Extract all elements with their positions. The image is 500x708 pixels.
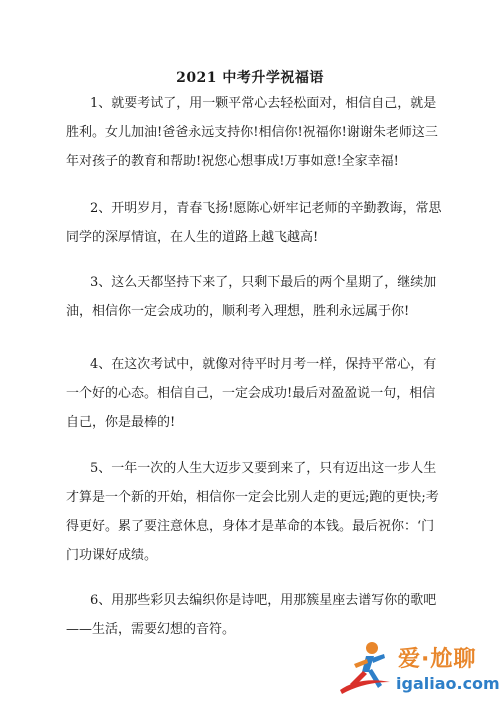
paragraph-6: 6、用那些彩贝去编织你是诗吧，用那簇星座去谱写你的歌吧——生活，需要幻想的音符。: [66, 593, 437, 637]
paragraph-4: 4、在这次考试中，就像对待平时月考一样，保持平常心，有一个好的心态。相信自己，一定会成功!最后对盈盈说一句，相信自己，你是最棒的!: [66, 357, 437, 430]
document-title: 2021 中考升学祝福语: [176, 70, 324, 86]
paragraph-1: 1、就要考试了，用一颗平常心去轻松面对，相信自己，就是胜利。女儿加油!爸爸永远支持你!相信你!祝福你!谢谢朱老师这三年对孩子的教育和帮助!祝您心想事成!万事如意!全家幸福!: [66, 96, 438, 169]
paragraph-3: 3、这么天都坚持下来了，只剩下最后的两个星期了，继续加油，相信你一定会成功的，顺利考入理想，胜利永远属于你!: [66, 275, 437, 319]
site-watermark: [332, 634, 500, 700]
paragraph-5: 5、一年一次的人生大迈步又要到来了，只有迈出这一步人生才算是一个新的开始，相信你一定会比别人走的更远;跑的更快;考得更好。累了要注意休息，身体才是革命的本钱。最后祝你：‘门门功课好成绩。: [66, 461, 439, 563]
running-figure-icon: [336, 638, 394, 696]
paragraph-2: 2、开明岁月，青春飞扬!愿陈心妍牢记老师的辛勤教诲，常思同学的深厚情谊，在人生的道路上越飞越高!: [66, 201, 442, 245]
watermark-brand: 爱·尬聊: [398, 647, 477, 672]
watermark-url: igaliao.com: [396, 674, 500, 693]
